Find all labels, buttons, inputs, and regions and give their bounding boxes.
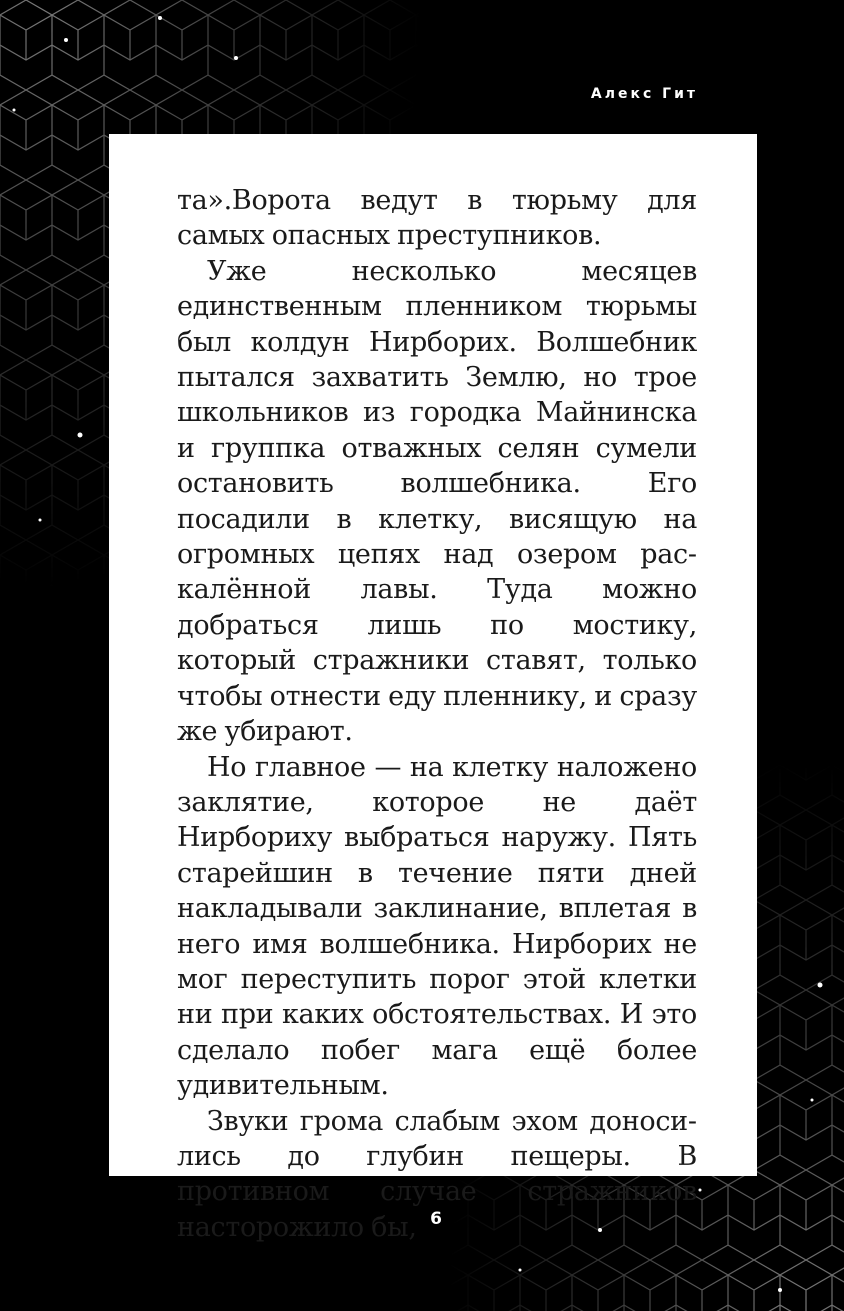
paragraph: Уже несколько месяцев единственным пленником тюрьмы был колдун Нирборих. Волшебник пытался захватить Землю, но трое школьников из городка Майнинска и группка отважных селян сумели остановить волшебника. Его посадили в клетку, висящую на огромных цепях над озером раскалённой лавы. Туда можно добраться лишь по мостику, который стражники ставят, только чтобы отнести еду пленнику, и сразу же убирают. [177, 255, 697, 748]
paragraph: Звуки грома слабым эхом доносились до глубин пещеры. В противном случае стражников насторожило бы, [177, 1105, 697, 1243]
paragraph: та».Ворота ведут в тюрьму для самых опасных преступников. [177, 185, 697, 252]
paragraph: Но главное — на клетку наложено заклятие, которое не даёт Нирбориху выбраться наружу. Пять старейшин в течение пяти дней накладывали заклинание, вплетая в него имя волшебника. Нирборих не мог переступить порог этой клетки ни при каких обстоятельствах. И это сделало побег мага ещё более удивительным. [177, 751, 697, 1102]
page-number: 6 [430, 1209, 442, 1229]
page-text-panel [109, 134, 757, 1243]
running-header-author: Алекс Гит [590, 86, 698, 102]
body-text [177, 183, 697, 1245]
